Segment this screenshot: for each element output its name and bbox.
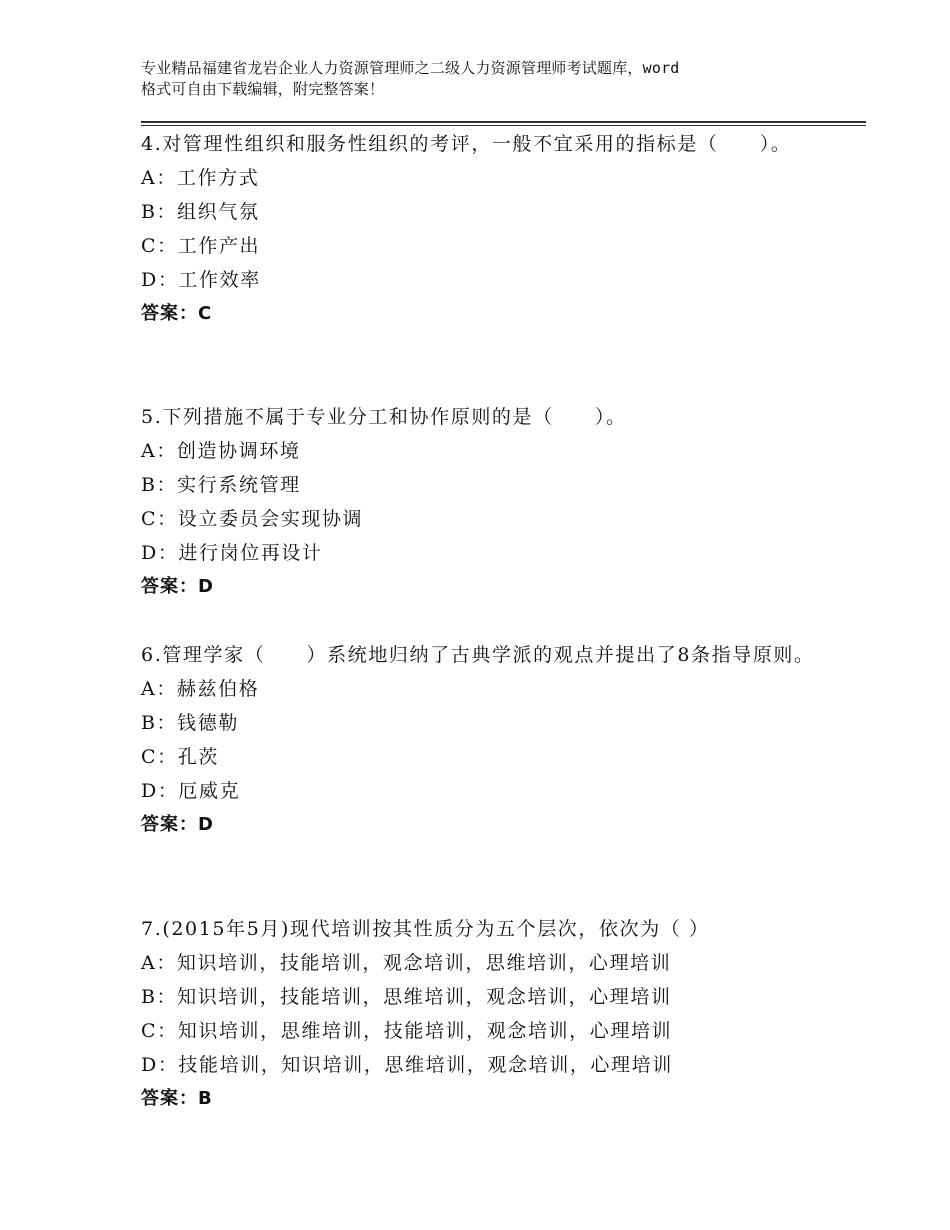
option-d: D：进行岗位再设计 bbox=[141, 542, 323, 564]
option-b: B：知识培训，技能培训，思维培训，观念培训，心理培训 bbox=[141, 986, 672, 1008]
option-d: D：技能培训，知识培训，思维培训，观念培训，心理培训 bbox=[141, 1054, 673, 1076]
answer: 答案：C bbox=[141, 303, 213, 324]
option-d: D：工作效率 bbox=[141, 269, 261, 291]
option-a: A：知识培训，技能培训，观念培训，思维培训，心理培训 bbox=[141, 952, 672, 974]
option-c: C：工作产出 bbox=[141, 235, 261, 257]
answer: 答案：B bbox=[141, 1088, 213, 1109]
header-divider-thick bbox=[141, 121, 866, 123]
question-6 bbox=[141, 638, 831, 842]
header-line-2: 格式可自由下载编辑，附完整答案！ bbox=[141, 80, 385, 98]
option-c: C：孔茨 bbox=[141, 746, 219, 768]
question-5 bbox=[141, 400, 831, 604]
option-a: A：赫兹伯格 bbox=[141, 678, 260, 700]
question-4 bbox=[141, 127, 831, 331]
option-c: C：知识培训，思维培训，技能培训，观念培训，心理培训 bbox=[141, 1020, 673, 1042]
header-line-1: 专业精品福建省龙岩企业人力资源管理师之二级人力资源管理师考试题库，word bbox=[141, 59, 680, 77]
question-7 bbox=[141, 912, 831, 1116]
option-b: B：组织气氛 bbox=[141, 201, 260, 223]
option-a: A：创造协调环境 bbox=[141, 440, 301, 462]
question-stem: 7.(2015年5月)现代培训按其性质分为五个层次，依次为（ ） bbox=[141, 918, 710, 940]
question-stem: 6.管理学家（ ）系统地归纳了古典学派的观点并提出了8条指导原则。 bbox=[141, 644, 815, 666]
option-b: B：钱德勒 bbox=[141, 712, 239, 734]
question-stem: 5.下列措施不属于专业分工和协作原则的是（ ）。 bbox=[141, 406, 627, 428]
option-d: D：厄威克 bbox=[141, 780, 241, 802]
question-stem: 4.对管理性组织和服务性组织的考评，一般不宜采用的指标是（ ）。 bbox=[141, 133, 792, 155]
answer: 答案：D bbox=[141, 814, 214, 835]
answer: 答案：D bbox=[141, 576, 214, 597]
option-c: C：设立委员会实现协调 bbox=[141, 508, 364, 530]
option-b: B：实行系统管理 bbox=[141, 474, 301, 496]
option-a: A：工作方式 bbox=[141, 167, 260, 189]
document-header bbox=[141, 58, 841, 100]
header-divider-thin bbox=[141, 125, 866, 126]
